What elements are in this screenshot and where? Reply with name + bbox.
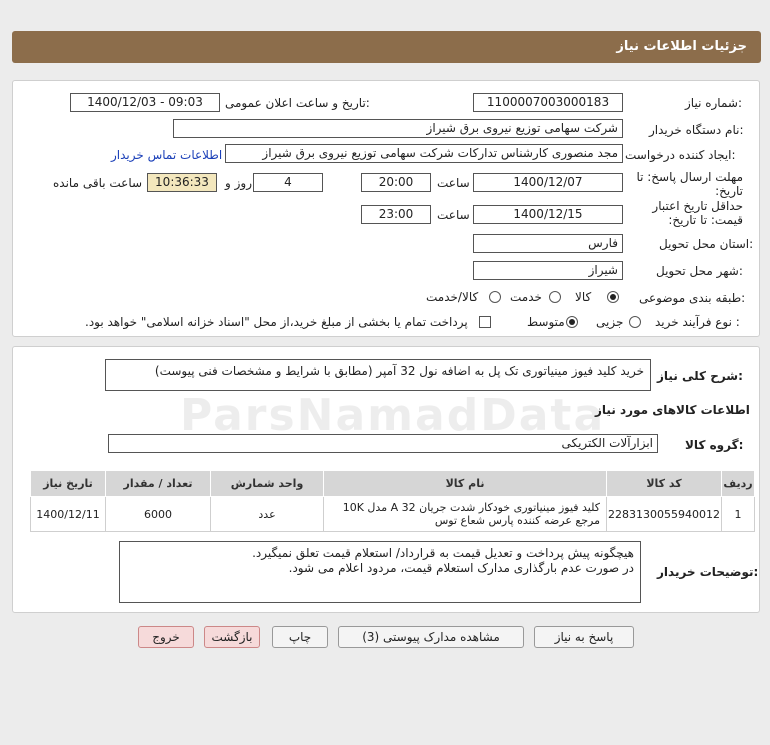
- process-option-minor: جزیی: [596, 315, 624, 329]
- days-label: روز و: [225, 176, 252, 190]
- need-info-panel: [12, 80, 760, 337]
- category-option-goods-service: کالا/خدمت: [426, 290, 479, 304]
- contact-buyer-link[interactable]: اطلاعات تماس خریدار: [111, 148, 223, 162]
- col-unit: واحد شمارش: [211, 471, 324, 497]
- validity-time-label: ساعت: [437, 208, 470, 222]
- table-row: [31, 497, 755, 532]
- days-field: 4: [253, 173, 323, 192]
- buyer-notes-line-1: هیچگونه پیش پرداخت و تعدیل قیمت به قرارداد/ استعلام قیمت تعلق نمیگیرد.: [252, 546, 634, 560]
- reply-time-field: 20:00: [361, 173, 431, 192]
- category-radio-goods-service[interactable]: [489, 291, 501, 303]
- buyer-notes-label: توضیحات خریدار:: [657, 565, 759, 579]
- need-number-field: 1100007003000183: [473, 93, 623, 112]
- reply-date-field: 1400/12/07: [473, 173, 623, 192]
- buyer-notes-field: [119, 541, 641, 603]
- cell-row-number: 1: [722, 497, 755, 532]
- creator-label: ایجاد کننده درخواست:: [625, 148, 736, 162]
- remaining-time-field: 10:36:33: [147, 173, 217, 192]
- announce-field: 1400/12/03 - 09:03: [70, 93, 220, 112]
- cell-quantity: 6000: [106, 497, 211, 532]
- cell-goods-name: کلید فیوز مینیاتوری خودکار شدت جریان A 32 مدل 10K مرجع عرضه کننده پارس شعاع توس: [324, 497, 607, 532]
- need-details-panel: [12, 346, 760, 613]
- table-header-row: [31, 471, 755, 497]
- cell-need-date: 1400/12/11: [31, 497, 106, 532]
- goods-info-title: اطلاعات کالاهای مورد نیاز: [595, 403, 750, 417]
- goods-group-field: ابزارآلات الکتریکی: [108, 434, 658, 453]
- validity-date-field: 1400/12/15: [473, 205, 623, 224]
- summary-label: شرح کلی نیاز:: [657, 369, 743, 383]
- city-label: شهر محل تحویل:: [656, 264, 743, 278]
- province-label: استان محل تحویل:: [659, 237, 754, 251]
- col-need-date: تاریخ نیاز: [31, 471, 106, 497]
- goods-table: [30, 470, 755, 532]
- category-option-service: خدمت: [510, 290, 542, 304]
- announce-label: تاریخ و ساعت اعلان عمومی:: [225, 96, 370, 110]
- buyer-notes-line-2: در صورت عدم بارگذاری مدارک استعلام قیمت، مردود اعلام می شود.: [288, 561, 634, 575]
- attachments-button[interactable]: مشاهده مدارک پیوستی (3): [338, 626, 524, 648]
- creator-field: مجد منصوری کارشناس تدارکات شرکت سهامی توزیع نیروی برق شیراز: [225, 144, 623, 163]
- process-radio-minor[interactable]: [629, 316, 641, 328]
- print-button[interactable]: چاپ: [272, 626, 328, 648]
- city-field: شیراز: [473, 261, 623, 280]
- reply-button[interactable]: پاسخ به نیاز: [534, 626, 634, 648]
- page-header: [12, 31, 761, 63]
- category-option-goods: کالا: [575, 290, 592, 304]
- col-goods-code: کد کالا: [607, 471, 722, 497]
- province-field: فارس: [473, 234, 623, 253]
- need-number-label: شماره نیاز:: [685, 96, 743, 110]
- buyer-org-field: شرکت سهامی توزیع نیروی برق شیراز: [173, 119, 623, 138]
- remaining-label: ساعت باقی مانده: [53, 176, 143, 190]
- reply-time-label: ساعت: [437, 176, 470, 190]
- buyer-org-label: نام دستگاه خریدار:: [649, 123, 744, 137]
- col-quantity: تعداد / مقدار: [106, 471, 211, 497]
- category-radio-goods[interactable]: [607, 291, 619, 303]
- back-button[interactable]: بازگشت: [204, 626, 260, 648]
- col-goods-name: نام کالا: [324, 471, 607, 497]
- goods-group-label: گروه کالا:: [685, 438, 744, 452]
- category-radio-service[interactable]: [549, 291, 561, 303]
- payment-note: پرداخت تمام یا بخشی از مبلغ خرید،از محل "اسناد خزانه اسلامی" خواهد بود.: [85, 315, 468, 329]
- process-label: نوع فرآیند خرید :: [655, 315, 740, 329]
- process-option-medium: متوسط: [527, 315, 565, 329]
- validity-label: حداقل تاریخ اعتبار قیمت: تا تاریخ:: [652, 199, 743, 227]
- cell-unit: عدد: [211, 497, 324, 532]
- summary-field: خرید کلید فیوز مینیاتوری تک پل به اضافه نول 32 آمپر (مطابق با شرایط و مشخصات فنی پیوست): [105, 359, 651, 391]
- process-radio-medium[interactable]: [566, 316, 578, 328]
- reply-deadline-label: مهلت ارسال پاسخ: تا تاریخ:: [636, 170, 743, 198]
- validity-time-field: 23:00: [361, 205, 431, 224]
- cell-goods-code: 2283130055940012: [607, 497, 722, 532]
- exit-button[interactable]: خروج: [138, 626, 194, 648]
- category-label: طبقه بندی موضوعی:: [639, 291, 746, 305]
- payment-checkbox[interactable]: [479, 316, 491, 328]
- col-row-number: ردیف: [722, 471, 755, 497]
- page-title: جزئیات اطلاعات نیاز: [616, 39, 747, 54]
